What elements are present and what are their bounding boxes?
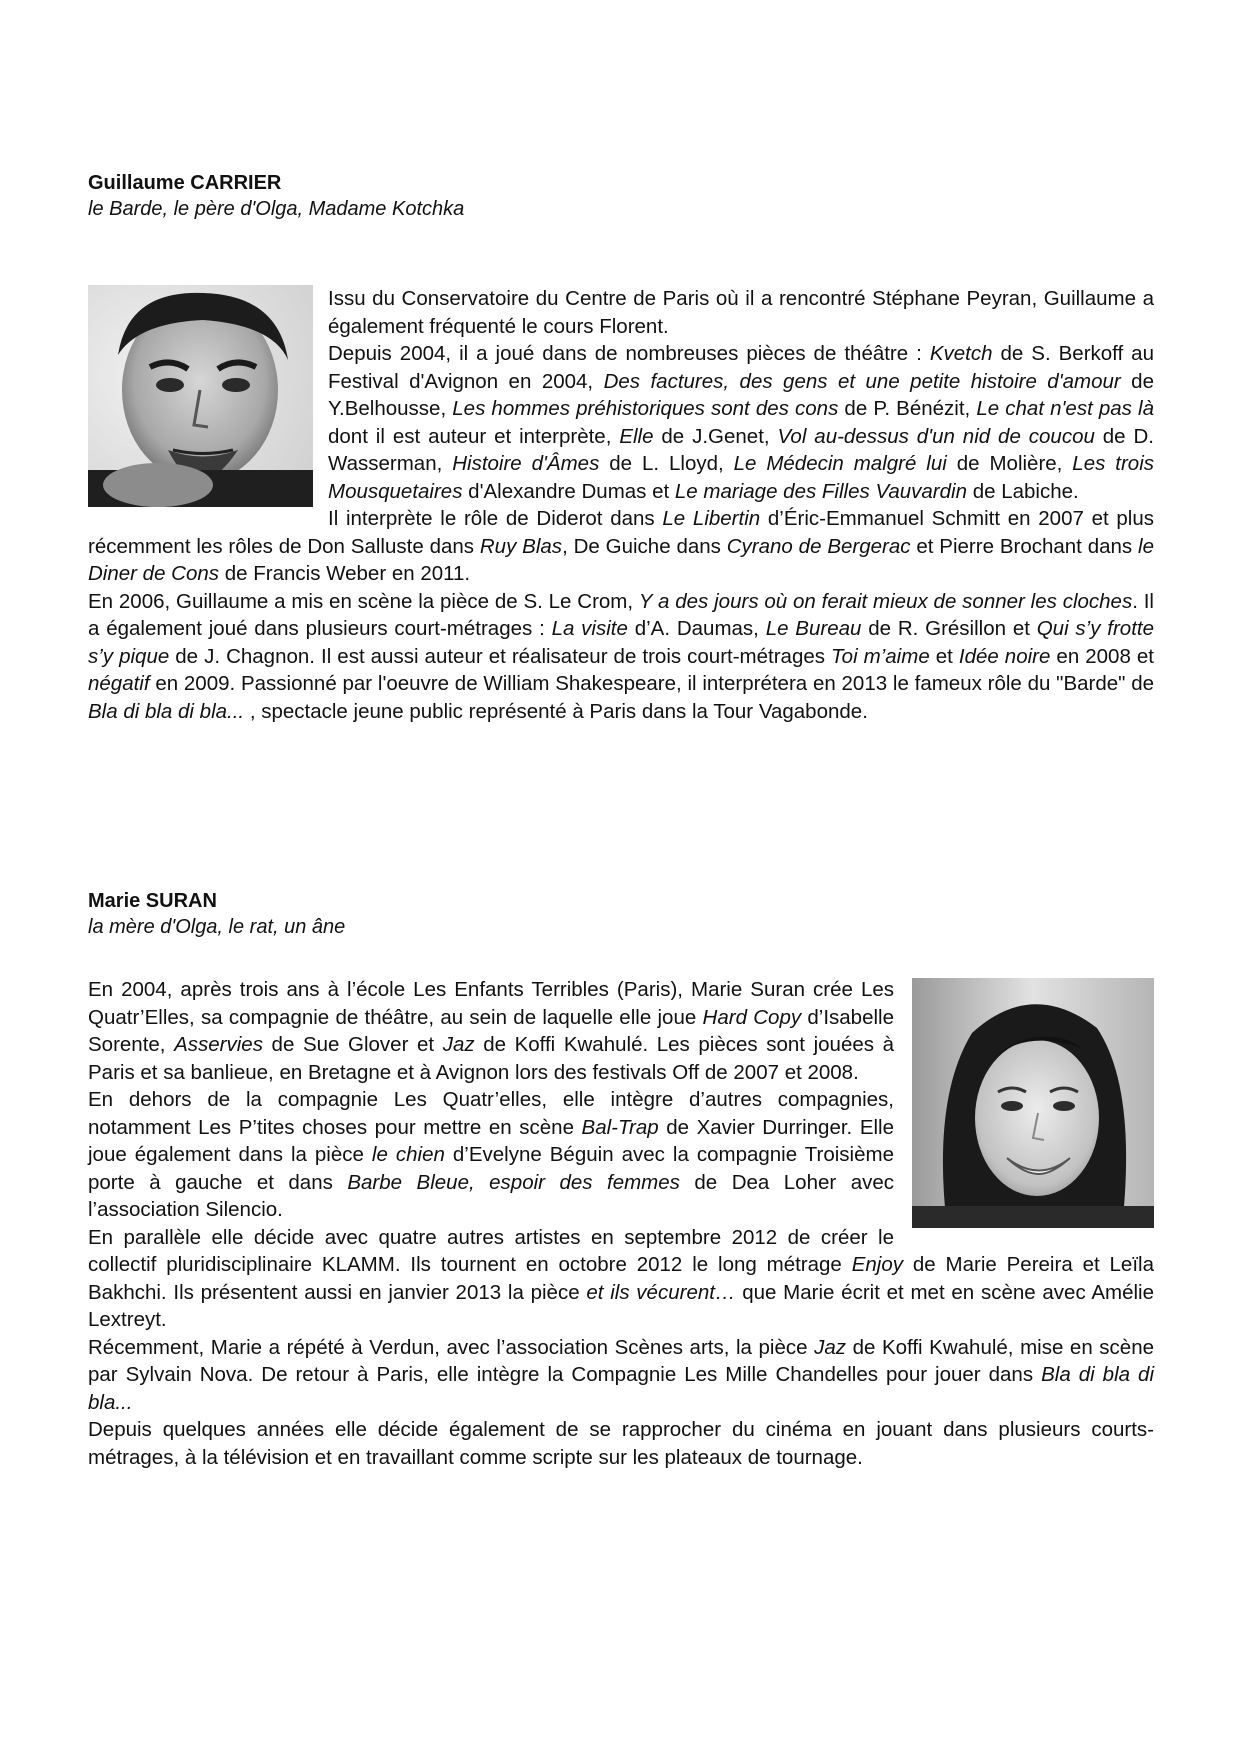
person-roles: la mère d'Olga, le rat, un âne [88,916,346,938]
work-title: Cyrano de Bergerac [726,534,911,558]
text-run: de Francis Weber en 2011. [219,562,471,585]
text-run: de P. Bénézit, [838,397,977,420]
work-title: Les hommes préhistoriques sont des cons [452,397,839,420]
person-roles: le Barde, le père d'Olga, Madame Kotchka [88,198,465,220]
text-run: de Dea Loher avec l’association Silencio. [88,1170,894,1221]
text-run: en 2009. Passionné par l'oeuvre de William Shakespeare, il interprétera en 2013 le fameux rôle du "Barde" de [149,672,1154,695]
text-run: d’Éric-Emmanuel Schmitt en 2007 et plus récemment les rôles de Don Salluste dans [88,507,1155,558]
text-run: , spectacle jeune public représenté à Paris dans la Tour Vagabonde. [244,699,868,723]
text-run: . Il a également joué dans plusieurs court-métrages : [88,589,1154,640]
bio-section-marie [88,888,1154,1471]
text-run: , De Guiche dans [562,534,727,558]
work-title: Histoire d'Âmes [452,452,600,475]
text-run: d’A. Daumas, [627,617,766,640]
work-title: Barbe Bleue, espoir des femmes [347,1170,680,1194]
text-run: de L. Lloyd, [599,452,734,475]
text-run: En dehors de la compagnie Les Quatr’elles, elle intègre d’autres compagnies, notamment Les P’tites choses pour mettre en scène [88,1088,894,1139]
text-run: En 2006, Guillaume a mis en scène la pièce de S. Le Crom, [88,589,639,613]
work-title: Hard Copy [702,1005,802,1029]
text-run: de Koffi Kwahulé, mise en scène par Sylvain Nova. De retour à Paris, elle intègre la Compagnie Les Mille Chandelles pour jouer dans [88,1335,1154,1386]
work-title: Des factures, des gens et une petite histoire d'amour [603,369,1121,393]
text-run: de Marie Pereira et Leïla Bakhchi. Ils présentent aussi en janvier 2013 la pièce [88,1253,1154,1304]
text-run: de Molière, [946,452,1073,475]
work-title: le Diner de Cons [88,534,1154,585]
text-run: de Koffi Kwahulé. Les pièces sont jouées à Paris et sa banlieue, en Bretagne et à Avignon lors des festivals Off de 2007 et 2008. [88,1033,894,1084]
text-run: Depuis 2004, il a joué dans de nombreuses pièces de théâtre : [328,342,930,365]
work-title: Le Bureau [765,617,862,640]
work-title: Ruy Blas [479,534,563,558]
text-run: de J.Genet, [653,424,778,448]
work-title: Idée noire [958,644,1051,668]
text-run: de Y.Belhousse, [328,369,1154,420]
bio-paragraph [88,1224,1154,1334]
text-run: en 2008 et [1050,644,1154,668]
work-title: Vol au-dessus d'un nid de coucou [777,424,1095,448]
work-title: La visite [551,617,628,640]
text-run: dont il est auteur et interprète, [328,424,620,448]
work-title: Le Libertin [662,507,761,530]
text-run: Depuis quelques années elle décide également de se rapprocher du cinéma en jouant dans plusieurs courts-métrages, à la télévision et en travaillant comme scripte sur les plateaux de tournage. [88,1418,1154,1469]
text-run: et Pierre Brochant dans [910,534,1139,558]
bio-text [88,285,1154,725]
work-title: Le chat n'est pas là [976,397,1154,420]
work-title: Y a des jours où on ferait mieux de sonner les cloches [638,589,1133,613]
text-run: Issu du Conservatoire du Centre de Paris où il a rencontré Stéphane Peyran, Guillaume a également fréquenté le cours Florent. [328,287,1154,338]
work-title: Kvetch [929,342,993,365]
person-name: Guillaume CARRIER [88,172,282,194]
work-title: Qui s’y frotte s’y pique [88,617,1154,668]
work-title: Le Médecin malgré lui [733,452,947,475]
work-title: Le mariage des Filles Vauvardin [674,479,967,503]
bio-text [88,976,1154,1471]
work-title: Bal-Trap [581,1115,659,1139]
work-title: et ils vécurent… [586,1280,736,1304]
work-title: Elle [619,424,654,448]
portrait-woman-photo [912,978,1154,1228]
text-run: Il interprète le rôle de Diderot dans [328,507,663,530]
text-run: Récemment, Marie a répété à Verdun, avec l’association Scènes arts, la pièce [88,1335,815,1359]
bio-paragraph [88,505,1154,588]
person-name: Marie SURAN [88,890,217,912]
text-run: En parallèle elle décide avec quatre autres artistes en septembre 2012 de créer le collectif pluridisciplinaire KLAMM. Ils tournent en octobre 2012 le long métrage [88,1225,894,1276]
work-title: Bla di bla di bla... [88,1363,1154,1414]
text-run: d'Alexandre Dumas et [462,479,675,503]
text-run: de J. Chagnon. Il est aussi auteur et réalisateur de trois court-métrages [169,644,832,668]
work-title: le chien [371,1143,445,1166]
work-title: Asservies [174,1033,263,1056]
text-run: de Sue Glover et [262,1033,443,1056]
bio-paragraph [88,1416,1154,1471]
work-title: Jaz [442,1033,475,1056]
bio-paragraph [88,588,1154,726]
text-run: de Labiche. [967,479,1079,503]
text-run: de Xavier Durringer. Elle joue également dans la pièce [88,1115,895,1166]
text-run: En 2004, après trois ans à l’école Les Enfants Terribles (Paris), Marie Suran crée Les Quatr’Elles, sa compagnie de théâtre, au sein de laquelle elle joue [88,978,894,1029]
text-run: de D. Wasserman, [328,424,1154,475]
work-title: Toi m’aime [831,644,930,668]
work-title: négatif [88,672,150,695]
text-run: que Marie écrit et met en scène avec Amélie Lextreyt. [88,1280,1154,1331]
bio-section-guillaume [88,170,1154,725]
work-title: Bla di bla di bla... [88,699,245,723]
text-run: et [929,644,959,668]
work-title: Les trois Mousquetaires [328,452,1154,503]
text-run: de R. Grésillon et [861,617,1037,640]
text-run: de S. Berkoff au Festival d'Avignon en 2004, [328,342,1154,393]
work-title: Enjoy [851,1253,903,1276]
text-run: d’Isabelle Sorente, [88,1005,894,1056]
bio-paragraph [88,1334,1154,1417]
work-title: Jaz [814,1335,846,1359]
text-run: d’Evelyne Béguin avec la compagnie Troisième porte à gauche et dans [88,1143,894,1194]
portrait-man-photo [88,285,313,507]
